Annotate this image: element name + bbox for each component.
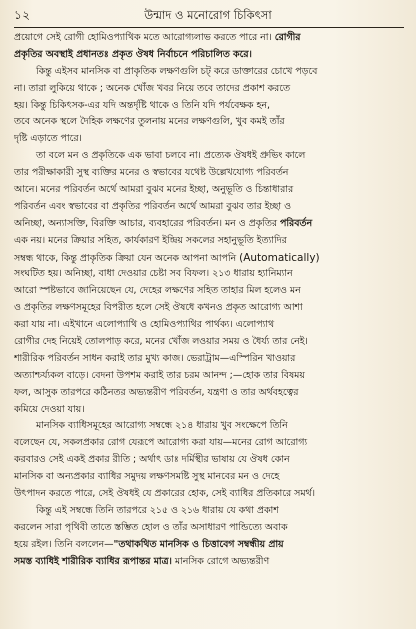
text-line — [14, 81, 406, 98]
text-line — [14, 554, 406, 571]
line-text: ও প্রকৃতির লক্ষণসমূহের বিপরীত হলে সেই ঔষধে কখনও প্রকৃত আরোগ্য আশা — [14, 302, 303, 314]
text-line — [14, 334, 406, 351]
text-line — [14, 537, 406, 554]
line-text: মানসিক ব্যাধিসমূহের আরোগ্য সম্বন্ধে ২১৪ ধারায় খুব সংক্ষেপে তিনি — [36, 420, 288, 432]
page-header — [14, 6, 402, 26]
text-line — [14, 216, 406, 233]
text-line — [14, 131, 406, 148]
line-text: তবে অনেক স্থলে দৈহিক লক্ষণের তুলনায় মনের লক্ষণগুলি, খুব কমই তাঁর — [14, 116, 285, 128]
paragraph — [14, 64, 406, 148]
text-line — [14, 64, 406, 81]
text-line — [14, 47, 406, 64]
header-rule — [14, 27, 404, 28]
line-bold-text: রোগীর — [274, 32, 301, 43]
text-line — [14, 148, 406, 165]
line-text: বলেছেন যে, সকলপ্রকার রোগ যেরূপে আরোগ্য করা যায়—মনের রোগ আরোগ্য — [14, 437, 308, 449]
line-text: কিন্তু এইসব মানসিক বা প্রাকৃতিক লক্ষণগুলি চট্ করে ডাক্তারের চোখে পড়বে — [36, 65, 318, 77]
line-text: দৃষ্টি এড়াতে পারে। — [14, 133, 82, 145]
running-head: উন্মাদ ও মনোরোগ চিকিৎসা — [144, 8, 272, 22]
text-line — [14, 418, 406, 435]
paragraph — [14, 503, 406, 571]
text-line — [14, 503, 406, 520]
line-text: করলেন সারা পৃথিবী তাতে স্তম্ভিত হোল ও তাঁর অসাধারণ পান্ডিত্যে অবাক — [14, 521, 288, 533]
line-text: অত্যাশ্চর্য্যকল বাড়ে। বেদনা উপশম করাই তার চরম আনন্দ ;—হোক তার বিষময় — [14, 369, 305, 381]
line-text: অনিচ্ছা, অন্যাসক্তি, বিরক্তি আচার, ব্যবহারের পরিবর্তন। মন ও প্রকৃতির — [14, 217, 281, 229]
body-text — [14, 30, 406, 623]
text-line — [14, 469, 406, 486]
text-line — [14, 165, 406, 182]
line-text: আরো স্পষ্টভাবে জানিয়েছেন যে, দেহের লক্ষণের সহিত তাহার মিল হলেও মন — [14, 285, 301, 297]
line-text: রোগীর দেহ নিয়েই তোলপাড় করে, মনের খোঁজ লওয়ার সময় ও ধৈর্য্য তার নেই। — [14, 336, 308, 348]
text-line — [14, 250, 406, 267]
line-text: শারীরিক পরিবর্তন সাধন করাই তার মুখ্য কাজ। ভেরাট্রাম—এস্পিরিন খাওয়ার — [14, 352, 296, 364]
text-line — [14, 486, 406, 503]
line-text: ফল, আসুক তারপরে কঠিনতর অভ্যন্তরীণ পরিবর্তন, যন্ত্রণা ও তার অর্থবহত্বের — [14, 386, 299, 398]
text-line — [14, 283, 406, 300]
line-bold-text: "তথাকথিত মানসিক ও চিত্তাবেগ সম্বন্ধীয় প্রায় — [113, 538, 284, 550]
line-text: না। তারা লুকিয়ে থাকে ; অনেক খোঁজ খবর নিয়ে তবে তাদের প্রকাশ করতে — [14, 82, 291, 94]
text-line — [14, 199, 406, 216]
text-line — [14, 266, 406, 283]
paragraph — [14, 148, 406, 418]
line-text: তা বলে মন ও প্রকৃতিকে এক ভাবা চলবে না। প্রত্যেক ঔষধই প্রুভিং কালে — [36, 150, 306, 162]
text-line — [14, 233, 406, 250]
line-bold-text: সমস্ত ব্যাধিই শারীরিক ব্যাধির রূপান্তর মাত্র। — [14, 555, 172, 567]
paragraph — [14, 418, 406, 502]
text-line — [14, 452, 406, 469]
line-text: করা যায় না। এইখানে এলোপ্যাথি ও হোমিওপ্যাথির পার্থক্য। এলোপ্যাথ — [14, 319, 275, 331]
line-text: উৎপাদন করতে পারে, সেই ঔষধই যে প্রকারের হোক, সেই ব্যাধির প্রতিকারে সমর্থ। — [14, 488, 315, 500]
line-latin-text: (Automatically) — [239, 251, 320, 264]
line-text: পরিবর্তন এবং স্বভাবের বা প্রকৃতির পরিবর্তন অর্থে আমরা বুঝব তার ইচ্ছা ও — [14, 200, 291, 212]
line-text: আনে। মনের পরিবর্তন অর্থে আমরা বুঝব মনের ইচ্ছা, অনুভূতি ও চিন্তাধারার — [14, 184, 294, 196]
text-line — [14, 351, 406, 368]
text-line — [14, 402, 406, 419]
text-line — [14, 182, 406, 199]
line-text: কমিয়ে দেওয়া যায়। — [14, 403, 85, 415]
paragraph — [14, 30, 406, 64]
line-tail-text: মানসিক রোগে অভ্যন্তরীণ — [171, 555, 270, 567]
text-line — [14, 520, 406, 537]
line-bold-text: প্রকৃতির অবস্থাই প্রধানতঃ প্রকৃত ঔষধ নির্বাচনে পরিচালিত করে। — [14, 48, 252, 60]
line-bold-text: পরিবর্তন — [280, 217, 313, 229]
line-text: হয়। কিন্তু চিকিৎসক-এর যদি অন্তর্দৃষ্টি থাকে ও তিনি যদি পর্যবেক্ষক হন, — [14, 99, 270, 111]
line-text: হয়ে রইল। তিনি বললেন— — [14, 538, 114, 550]
line-text: প্রয়োগে সেই রোগী হোমিওপ্যাথিক মতে আরোগ্যলাভ করতে পারে না। — [14, 32, 275, 43]
text-line — [14, 385, 406, 402]
text-line — [14, 435, 406, 452]
text-line — [14, 30, 406, 47]
page-number: ১২ — [14, 8, 31, 22]
text-line — [14, 368, 406, 385]
line-text: মানসিক বা অন্যপ্রকার ব্যাধির সমুদয় লক্ষণসমষ্টি সুস্থ মানবের মন ও দেহে — [14, 471, 280, 483]
line-text: এক নয়। মনের ক্রিয়ার সহিত, কার্যকারণ ইন্দ্রিয় সকলের সহানুভূতি ইত্যাদির — [14, 234, 287, 246]
line-text: সংঘটিত হয়। অনিচ্ছা, বাধা দেওয়ার চেষ্টা সব বিফল। ২১৩ ধারায় হ্যানিম্যান — [14, 268, 293, 280]
line-text: কিন্তু এই সম্বন্ধে তিনি তারপরে ২১৫ ও ২১৬ ধারায় যে কথা প্রকাশ — [36, 504, 279, 516]
text-line — [14, 114, 406, 131]
text-line — [14, 317, 406, 334]
text-line — [14, 300, 406, 317]
line-text: করবারও সেই একই প্রকার রীতি ; অর্থাৎ ডাঃ দর্মিস্থীর ভাষায় যে ঔষধ কোন — [14, 454, 290, 466]
text-line — [14, 98, 406, 115]
line-text: তার পরীক্ষাকারী সুস্থ ব্যক্তির মনের ও স্বভাবের যথেষ্ট উল্লেখযোগ্য পরিবর্তন — [14, 167, 289, 179]
line-text: সম্বন্ধ থাকে, কিন্তু প্রাকৃতিক ক্রিয়া যেন অনেক আপনা আপনি — [14, 252, 240, 264]
